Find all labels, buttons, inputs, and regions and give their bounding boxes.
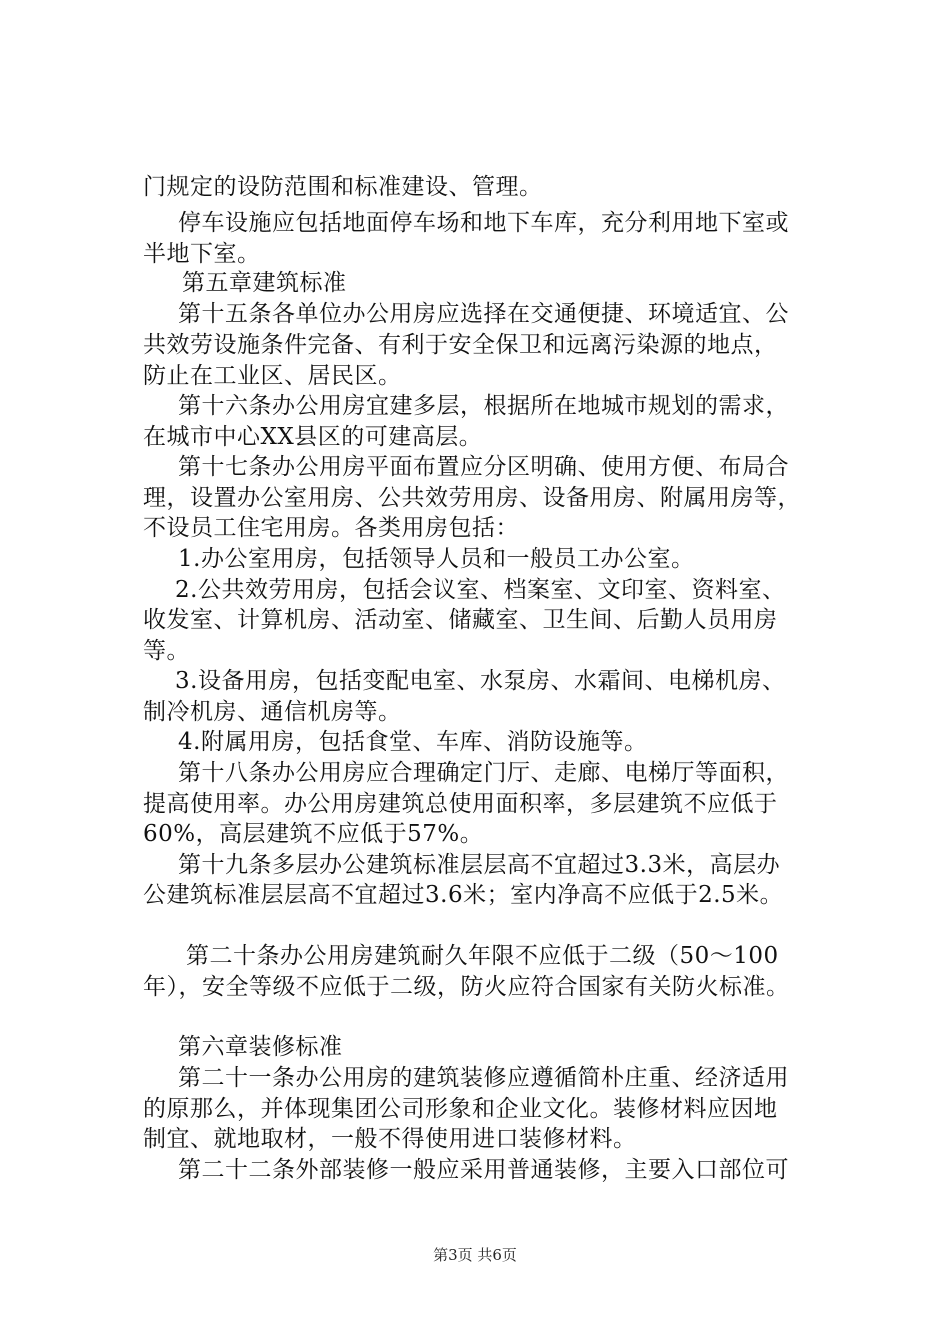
text-line: 不设员工住宅用房。各类用房包括： [143,515,519,541]
text-line: 制宜、就地取材，一般不得使用进口装修材料。 [143,1126,637,1152]
text-line: 收发室、计算机房、活动室、储藏室、卫生间、后勤人员用房 [143,607,778,633]
list-item: 3.设备用房，包括变配电室、水泵房、水霜间、电梯机房、 [175,668,786,694]
section-heading: 第五章建筑标准 [182,270,347,296]
text-line: 门规定的设防范围和标准建设、管理。 [143,174,543,200]
text-line: 在城市中心XX县区的可建高层。 [143,424,483,450]
text-line: 第二十条办公用房建筑耐久年限不应低于二级（50～100 [186,943,779,969]
text-line: 提高使用率。办公用房建筑总使用面积率，多层建筑不应低于 [143,791,778,817]
text-line: 第二十二条外部装修一般应采用普通装修，主要入口部位可 [178,1157,789,1183]
text-line: 第十九条多层办公建筑标准层层高不宜超过3.3米，高层办 [178,852,781,878]
text-line: 的原那么，并体现集团公司形象和企业文化。装修材料应因地 [143,1096,778,1122]
list-item: 2.公共效劳用房，包括会议室、档案室、文印室、资料室、 [175,577,786,603]
text-line: 制冷机房、通信机房等。 [143,699,402,725]
text-line: 第十八条办公用房应合理确定门厅、走廊、电梯厅等面积， [178,760,789,786]
text-line: 60%，高层建筑不应低于57%。 [143,821,484,847]
text-line: 公建筑标准层层高不宜超过3.6米；室内净高不应低于2.5米。 [143,882,784,908]
text-line: 共效劳设施条件完备、有利于安全保卫和远离污染源的地点， [143,332,778,358]
text-line: 等。 [143,638,190,664]
page-number: 第3页 共6页 [433,1246,517,1264]
text-line: 年），安全等级不应低于二级，防火应符合国家有关防火标准。 [143,974,790,1000]
section-heading: 第六章装修标准 [178,1034,343,1060]
text-line: 半地下室。 [143,241,261,267]
text-line: 防止在工业区、居民区。 [143,363,402,389]
text-line: 第十五条各单位办公用房应选择在交通便捷、环境适宜、公 [178,301,789,327]
text-line: 理，设置办公室用房、公共效劳用房、设备用房、附属用房等， [143,485,801,511]
text-line: 第十七条办公用房平面布置应分区明确、使用方便、布局合 [178,454,789,480]
list-item: 1.办公室用房，包括领导人员和一般员工办公室。 [178,546,695,572]
text-line: 第二十一条办公用房的建筑装修应遵循简朴庄重、经济适用 [178,1065,789,1091]
text-line: 第十六条办公用房宜建多层，根据所在地城市规划的需求， [178,393,789,419]
text-line: 停车设施应包括地面停车场和地下车库，充分利用地下室或 [178,210,789,236]
list-item: 4.附属用房，包括食堂、车库、消防设施等。 [178,729,648,755]
